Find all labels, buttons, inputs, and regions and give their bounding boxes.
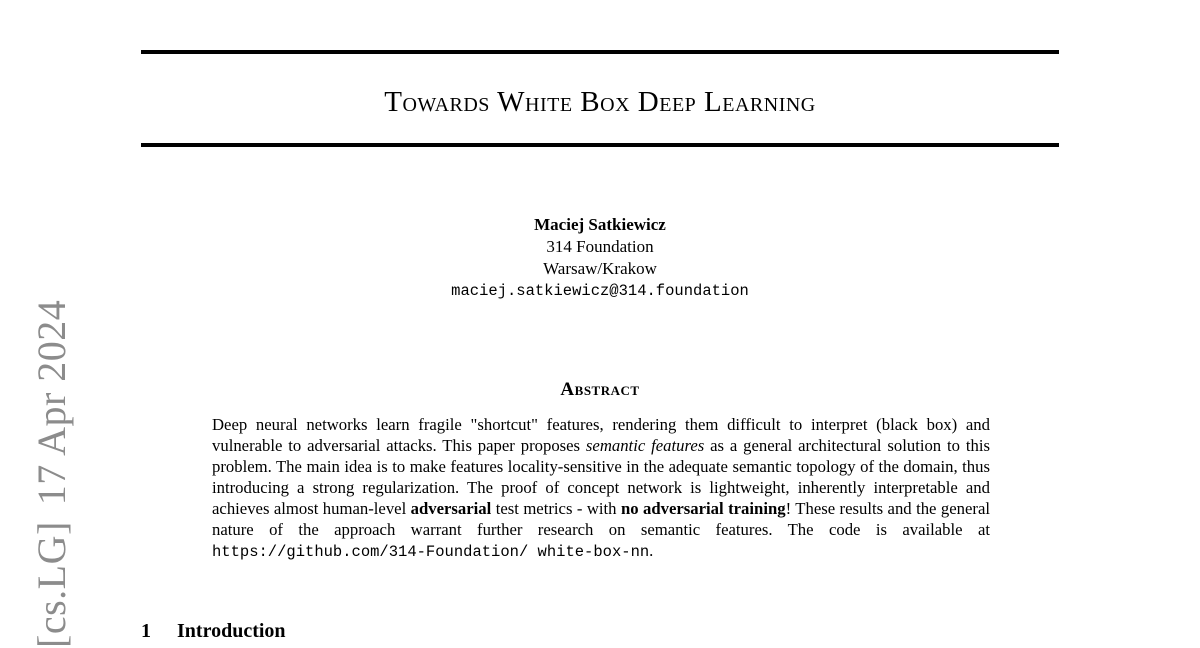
abstract-text-3: test metrics - with (491, 499, 621, 518)
abstract-bold-adversarial: adversarial (410, 499, 492, 518)
code-url-link[interactable]: https://github.com/314-Foundation/ white-box-nn (212, 543, 650, 561)
author-affiliation: 314 Foundation (546, 237, 654, 256)
abstract-bold-no-adversarial-training: no adversarial training (620, 499, 786, 518)
arxiv-category: [cs.LG] (29, 521, 74, 648)
abstract-text-2: as a general architectural solution to this problem. The main idea is to make features locality-sensitive in the adequate semantic topology of the domain, thus introducing a strong regularization. The proof of concept network is lightweight, inherently interpretable and achieves almost human-level (212, 436, 990, 518)
author-location: Warsaw/Krakow (543, 259, 657, 278)
section-title: Introduction (177, 620, 286, 642)
title-bottom-rule (141, 143, 1059, 147)
arxiv-side-stamp (29, 299, 74, 648)
author-email[interactable]: maciej.satkiewicz@314.foundation (451, 282, 749, 300)
arxiv-date: 17 Apr 2024 (29, 299, 74, 506)
abstract-emphasis-semantic-features: semantic features (585, 436, 705, 455)
author-name: Maciej Satkiewicz (534, 215, 666, 234)
section-number: 1 (141, 620, 151, 642)
section-heading-introduction (141, 618, 286, 644)
abstract-body (212, 414, 990, 563)
author-block (141, 214, 1059, 302)
paper-title: Towards White Box Deep Learning (384, 86, 816, 118)
abstract-text-5: . (649, 541, 654, 560)
abstract-heading: Abstract (560, 379, 640, 400)
abstract-text-4: ! These results and the general nature of the approach warrant further research on semantic features. The code is available at (212, 499, 990, 539)
title-top-rule (141, 50, 1059, 54)
abstract-text-1: Deep neural networks learn fragile "shortcut" features, rendering them difficult to interpret (black box) and vulnerable to adversarial attacks. This paper proposes (212, 415, 990, 455)
